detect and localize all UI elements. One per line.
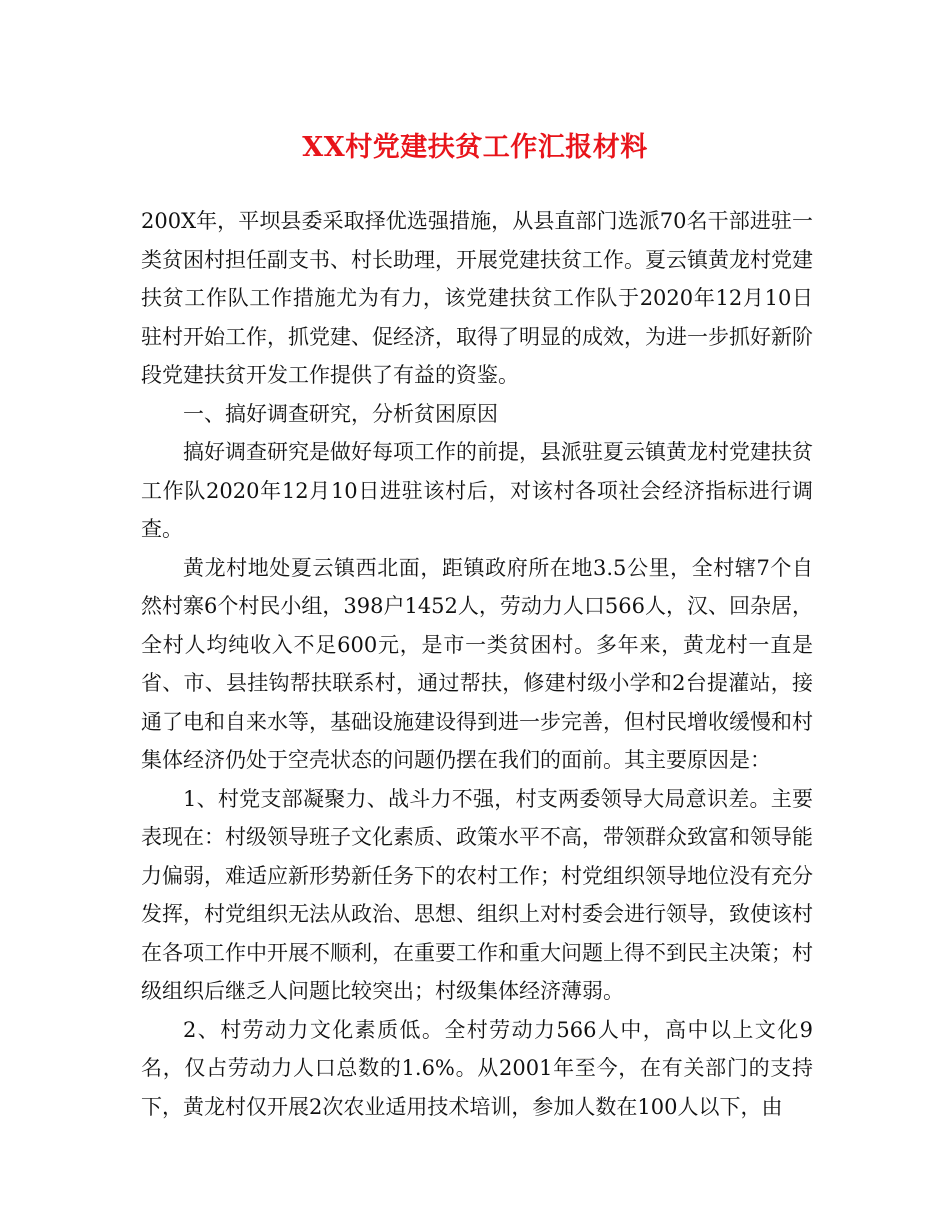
paragraph: 1、村党支部凝聚力、战斗力不强，村支两委领导大局意识差。主要表现在：村级领导班子文化素质、政策水平不高，带领群众致富和领导能力偏弱，难适应新形势新任务下的农村工作；村党组织领导地位没有充分发挥，村党组织无法从政治、思想、组织上对村委会进行领导，致使该村在各项工作中开展不顺利，在重要工作和重大问题上得不到民主决策；村级组织后继乏人问题比较突出；村级集体经济薄弱。 bbox=[141, 786, 813, 1003]
paragraph: 搞好调查研究是做好每项工作的前提，县派驻夏云镇黄龙村党建扶贫工作队2020年12月10日进驻该村后，对该村各项社会经济指标进行调查。 bbox=[141, 440, 813, 541]
paragraph-intro: 200X年，平坝县委采取择优选强措施，从县直部门选派70名干部进驻一类贫困村担任副支书、村长助理，开展党建扶贫工作。夏云镇黄龙村党建扶贫工作队工作措施尤为有力，该党建扶贫工作队于2020年12月10日驻村开始工作，抓党建、促经济，取得了明显的成效，为进一步抓好新阶段党建扶贫开发工作提供了有益的资鉴。 bbox=[141, 209, 813, 387]
paragraph: 黄龙村地处夏云镇西北面，距镇政府所在地3.5公里，全村辖7个自然村寨6个村民小组，398户1452人，劳动力人口566人，汉、回杂居，全村人均纯收入不足600元，是市一类贫困村。多年来，黄龙村一直是省、市、县挂钩帮扶联系村，通过帮扶，修建村级小学和2台提灌站，接通了电和自来水等，基础设施建设得到进一步完善，但村民增收缓慢和村集体经济仍处于空壳状态的问题仍摆在我们的面前。其主要原因是： bbox=[141, 555, 813, 772]
section-heading-1: 一、搞好调查研究，分析贫困原因 bbox=[183, 401, 498, 426]
document-title: XX村党建扶贫工作汇报材料 bbox=[302, 132, 648, 163]
document-body bbox=[141, 202, 813, 1126]
paragraph: 2、村劳动力文化素质低。全村劳动力566人中，高中以上文化9名，仅占劳动力人口总数的1.6%。从2001年至今，在有关部门的支持下，黄龙村仅开展2次农业适用技术培训，参加人数在100人以下，由 bbox=[141, 1017, 813, 1119]
